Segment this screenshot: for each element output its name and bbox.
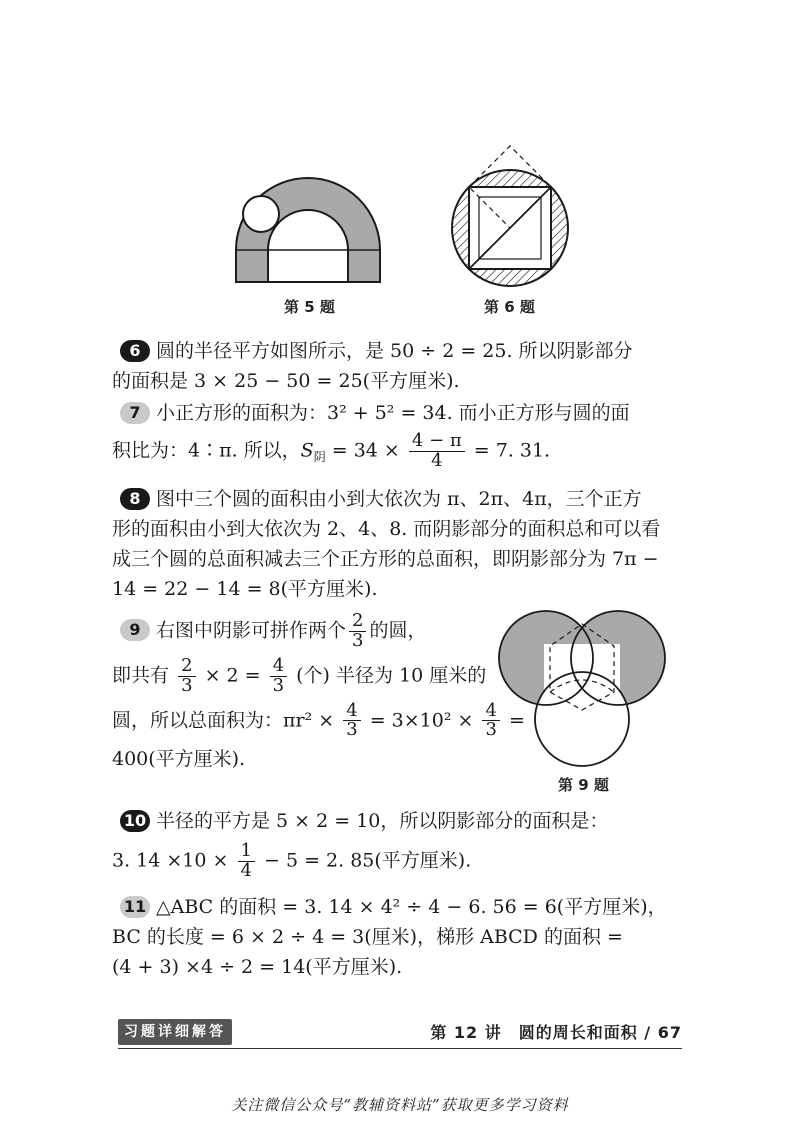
problem-number-badge: 10 [120,810,150,832]
footer-divider [118,1048,682,1049]
problem-number-badge: 9 [120,619,150,641]
problem-11: 11 △ABC 的面积 = 3. 14 × 4² ÷ 4 − 6. 56 = 6(平方厘米)， BC 的长度 = 6 × 2 ÷ 4 = 3(厘米)，梯形 ABCD 的面积 = (4 + 3) ×4 ÷ 2 = 14(平方厘米). [112,896,667,978]
problem-8: 8 图中三个圆的面积由小到大依次为 π、2π、4π，三个正方 形的面积由小到大依次为 2、4、8. 而阴影部分的面积总和可以看 成三个圆的总面积减去三个正方形的总面积，即阴影部分为 7π − 14 = 22 − 14 = 8(平方厘米). [112,488,661,600]
problem-number-badge: 7 [120,402,150,424]
problem-10: 10 半径的平方是 5 × 2 = 10，所以阴影部分的面积是： 3. 14 ×10 × $\frac{1}{4}$ − 5 = 2. 85(平方厘米). [112,810,609,881]
fraction: $\frac{1}{4}$ [238,842,255,881]
section-tag: 习题详细解答 [118,1019,232,1045]
fig5-inner-arch [268,210,348,282]
chapter-title: 第 12 讲 圆的周长和面积 / 67 [430,1023,682,1042]
fraction: $\frac{4 - \pi}{4}$ [409,432,465,471]
problem-number-badge: 11 [120,896,150,918]
figure-5 [228,168,388,288]
watermark-note: 关注微信公众号“教辅资料站”获取更多学习资料 [231,1096,569,1114]
fig5-caption: 第 5 题 [284,298,335,316]
figure-9 [496,606,676,774]
fig9-caption: 第 9 题 [558,776,609,794]
fraction: $\frac{2}{3}$ [349,612,366,651]
figure-6 [445,125,575,295]
fraction: $\frac{4}{3}$ [482,702,499,741]
problem-7: 7 小正方形的面积为：3² + 5² = 34. 而小正方形与圆的面 积比为：4∶π. 所以，$S_阴 = 34$ × $\frac{4 - \pi}{4}$ = 7. 31. [112,402,630,471]
problem-number-badge: 8 [120,488,150,510]
fig5-small-circle [243,196,279,232]
fraction: $\frac{2}{3}$ [178,657,195,696]
problem-number-badge: 6 [120,340,150,362]
fraction: $\frac{4}{3}$ [343,702,360,741]
fig6-caption: 第 6 题 [484,298,535,316]
problem-9: 9 右图中阴影可拼作两个 $\frac{2}{3}$ 的圆， 即共有 $\frac{2}{3}$ × 2 = $\frac{4}{3}$ (个) 半径为 10 厘米的 圆，所以总面积为：πr² × $\frac{4}{3}$ = 3×10² × $\frac{4}{3}$ = 400(平方厘米). [112,610,525,771]
problem-6: 6 圆的半径平方如图所示，是 50 ÷ 2 = 25. 所以阴影部分 的面积是 3 × 25 − 50 = 25(平方厘米). [112,340,633,392]
fraction: $\frac{4}{3}$ [270,657,287,696]
